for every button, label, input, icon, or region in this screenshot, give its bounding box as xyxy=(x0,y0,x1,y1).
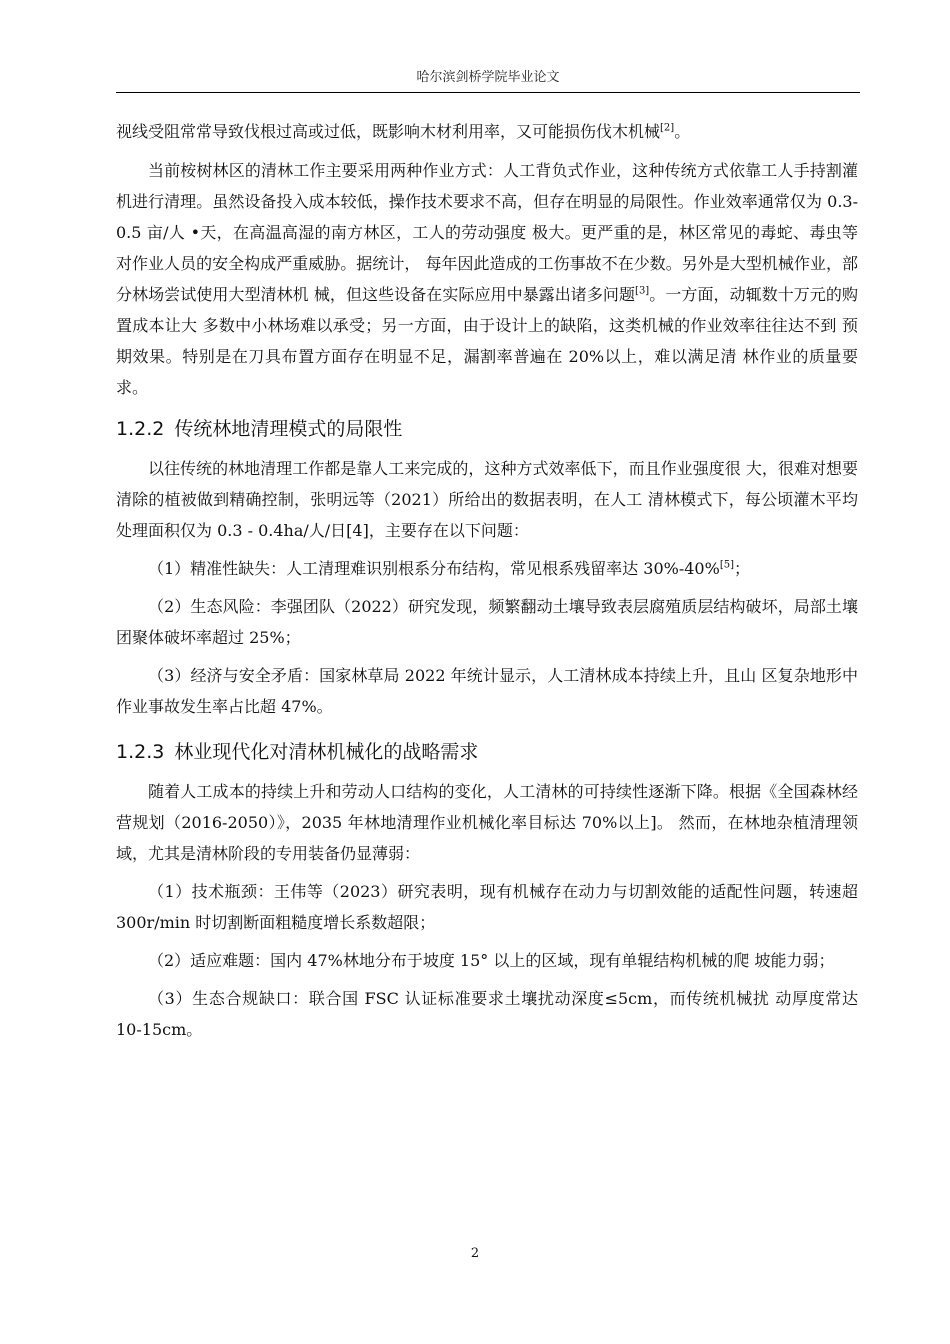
section-number: 1.2.3 xyxy=(116,741,165,763)
paragraph-text: 当前桉树林区的清林工作主要采用两种作业方式：人工背负式作业，这种传统方式依靠工人手持割灌机进行清理。虽然设备投入成本较低，操作技术要求不高，但存在明显的局限性。作业效率通常仅为 0.3-0.5 亩/人 •天，在高温高湿的南方林区，工人的劳动强度 极大。更严重的是，林区常见的毒蛇、毒虫等对作业人员的安全构成严重威胁。据统计， 每年因此造成的工伤事故不在少数。另外是大型机械作业，部分林场尝试使用大型清林机 械，但这些设备在实际应用中暴露出诸多问题 xyxy=(116,161,858,304)
section2-intro: 随着人工成本的持续上升和劳动人口结构的变化，人工清林的可持续性逐渐下降。根据《全国森林经营规划（2016-2050）》，2035 年林地清理作业机械化率目标达 70%以上]。 然而，在林地杂植清理领域，尤其是清林阶段的专用装备仍显薄弱： xyxy=(116,782,858,863)
header-title: 哈尔滨剑桥学院毕业论文 xyxy=(416,70,560,85)
page-header xyxy=(116,66,860,93)
section-heading-1-2-2 xyxy=(116,415,858,443)
page-number: 2 xyxy=(470,1246,480,1261)
list-item: （2）生态风险：李强团队（2022）研究发现，频繁翻动土壤导致表层腐殖质层结构破坏，局部土壤团聚体破坏率超过 25%； xyxy=(116,597,858,647)
paragraph-text: 。一方面，动辄数十万元的购置成本让大 多数中小林场难以承受；另一方面，由于设计上的缺陷，这类机械的作业效率往往达不到 预期效果。特别是在刀具布置方面存在明显不足，漏割率普遍在 20%以上，难以满足清 林作业的质量要求。 xyxy=(116,285,858,397)
citation: [5] xyxy=(719,559,734,571)
list-item-tail: ； xyxy=(733,559,750,578)
list-item: （3）经济与安全矛盾：国家林草局 2022 年统计显示，人工清林成本持续上升，且山 区复杂地形中作业事故发生率占比超 47%。 xyxy=(116,666,858,716)
paragraph-clearing-methods xyxy=(116,155,858,403)
section-title: 传统林地清理模式的局限性 xyxy=(174,418,403,440)
citation: [3] xyxy=(635,285,650,297)
section1-intro: 以往传统的林地清理工作都是靠人工来完成的，这种方式效率低下，而且作业强度很 大，很难对想要清除的植被做到精确控制，张明远等（2021）所给出的数据表明，在人工 清林模式下，每公顷灌木平均处理面积仅为 0.3 - 0.4ha/人/日[4]，主要存在以下问题： xyxy=(116,459,858,540)
intro-text: 视线受阻常常导致伐根过高或过低，既影响木材利用率，又可能损伤伐木机械 xyxy=(116,122,661,141)
page-body xyxy=(116,116,858,1045)
list-item-text: （1）精准性缺失：人工清理难识别根系分布结构，常见根系残留率达 30%-40% xyxy=(148,559,720,578)
intro-paragraph xyxy=(116,116,858,147)
section-title: 林业现代化对清林机械化的战略需求 xyxy=(174,741,479,763)
list-item: （1）技术瓶颈：王伟等（2023）研究表明，现有机械存在动力与切割效能的适配性问题，转速超 300r/min 时切割断面粗糙度增长系数超限； xyxy=(116,882,858,932)
intro-tail: 。 xyxy=(674,122,691,141)
list-item: （2）适应难题：国内 47%林地分布于坡度 15° 以上的区域，现有单辊结构机械的爬 坡能力弱； xyxy=(148,951,835,970)
list-item: （3）生态合规缺口：联合国 FSC 认证标准要求土壤扰动深度≤5cm，而传统机械扰 动厚度常达 10-15cm。 xyxy=(116,989,858,1039)
list-item xyxy=(116,553,858,584)
section-number: 1.2.2 xyxy=(116,418,165,440)
section-heading-1-2-3 xyxy=(116,738,858,766)
citation: [2] xyxy=(660,122,675,134)
